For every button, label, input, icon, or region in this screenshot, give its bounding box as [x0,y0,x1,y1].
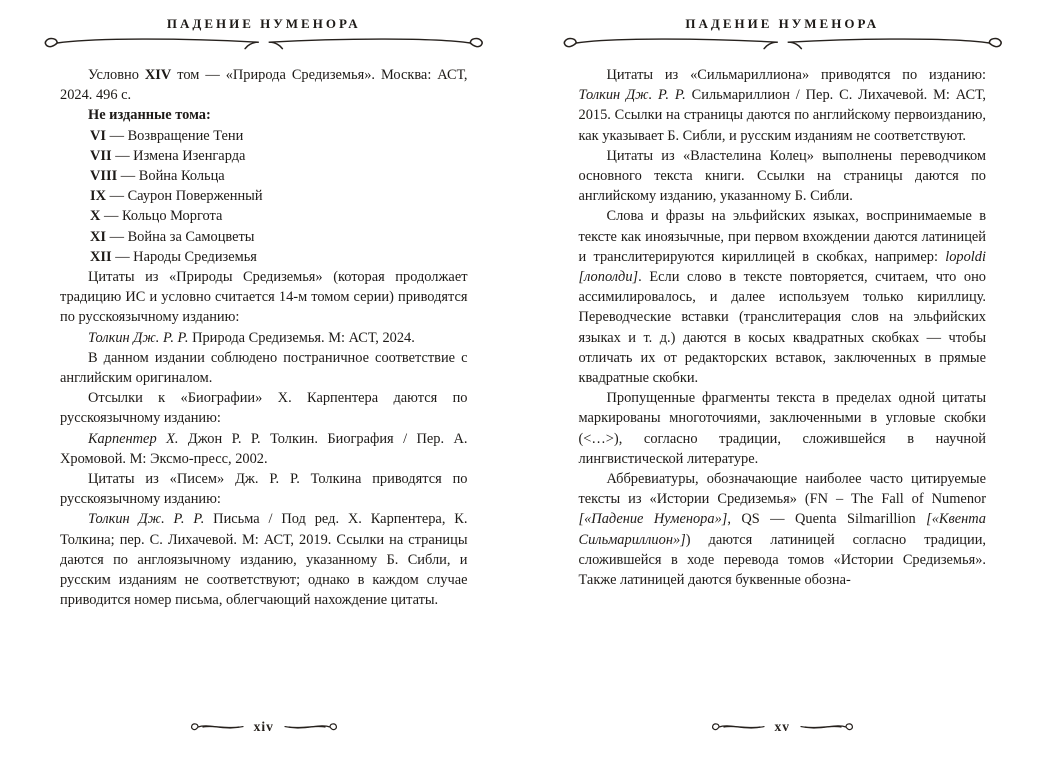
paragraph [60,328,468,348]
text-segment: , QS — Quenta Silmarillion [727,511,927,528]
text-segment: XI [90,228,106,245]
text-segment: Цитаты из «Сильмариллиона» приводятся по изданию: [606,67,986,83]
paragraph [579,65,987,146]
page-footer-left [60,719,468,735]
list-item [60,146,468,166]
text-segment: — Саурон Поверженный [106,188,263,205]
text-segment: Толкин Дж. Р. Р. [88,511,205,528]
paragraph [579,388,987,469]
text-segment: Природа Средиземья. М: АСТ, 2024. [188,329,415,346]
header-flourish-divider-icon [38,35,490,52]
footer-flourish-left-icon [710,721,766,733]
paragraph [60,267,468,328]
text-segment: VII [90,147,112,164]
footer-flourish-right-icon [799,721,855,733]
text-segment: XII [90,248,112,265]
text-segment: . Если слово в тексте повторяется, считаем, что оно ассимилировалось, и далее используем только кириллицу. Переводческие вставки (транслитерация слов на эльфийских языках и т. д.) даются в косых квадратных скобках — чтобы отличать их от редакторских вставок, заключенных в прямые квадратные скобки. [578,269,986,387]
footer-flourish-right-icon [283,721,339,733]
text-segment: Цитаты из «Природы Средиземья» (которая продолжает традицию ИС и условно считается 14-м томом серии) приводятся по русскоязычному изданию: [60,269,468,326]
paragraph [579,206,987,388]
text-segment: Толкин Дж. Р. Р. [578,87,686,104]
text-segment: Слова и фразы на эльфийских языках, воспринимаемые в тексте как иноязычные, при первом вхождении даются латиницей и транслитерируются кириллицей в скобках, например: [578,208,986,265]
list-item [60,206,468,226]
paragraph [60,429,468,469]
paragraph [60,509,468,610]
running-title: ПАДЕНИЕ НУМЕНОРА [685,16,880,31]
running-title: ПАДЕНИЕ НУМЕНОРА [166,16,361,31]
page-body-right [579,65,987,590]
page-footer-right [579,719,987,735]
text-segment: — Кольцо Моргота [100,208,223,225]
text-segment: X [90,208,101,225]
text-segment: Условно [88,67,145,83]
text-segment: — Измена Изенгарда [111,147,246,164]
text-segment: — Народы Средиземья [111,248,257,265]
paragraph [60,469,468,509]
text-segment: Аббревиатуры, обозначающие наиболее часто цитируемые тексты из «Истории Средиземья» (FN – The Fall of Numenor [578,471,986,508]
list-item [60,227,468,247]
list-item [60,166,468,186]
text-segment: XIV [144,67,172,83]
paragraph [579,469,987,590]
text-segment: Сильмариллион / Пер. С. Лихачевой. М: АСТ, 2015. Ссылки на страницы даются по английскому первоизданию, как указывает Б. Сибли, и русским изданиям не соответствуют. [578,87,986,144]
text-segment: VIII [90,168,118,185]
text-segment: Письма / Под ред. Х. Карпентера, К. Толкина; пер. С. Лихачевой. М: АСТ, 2019. Ссылки на страницы даются по англоязычному изданию, указанному Б. Сибли, и русским изданиям не соответствуют; однако в каждом случае приводится номер письма, облегчающий нахождение цитаты. [60,511,468,609]
text-segment: В данном издании соблюдено постраничное соответствие с английским оригиналом. [60,349,468,387]
text-segment: том — «Природа Средиземья». Москва: АСТ, 2024. 496 с. [60,67,468,104]
paragraph [60,65,468,105]
header-flourish-divider-icon [557,35,1009,52]
page-number: xv [774,719,790,734]
text-segment: [«Квента Сильмариллион»] [578,511,986,548]
text-segment: — Война Кольца [117,168,225,185]
page-body-left [60,65,468,610]
paragraph [579,146,987,207]
text-segment: VI [90,127,106,144]
list-item [60,247,468,267]
footer-flourish-left-icon [189,721,245,733]
text-segment: Джон Р. Р. Толкин. Биография / Пер. А. Хромовой. М: Эксмо-пресс, 2002. [60,430,468,467]
text-segment: Цитаты из «Писем» Дж. Р. Р. Толкина приводятся по русскоязычному изданию: [60,471,468,508]
paragraph [60,388,468,428]
paragraph [60,105,468,125]
text-segment: Толкин Дж. Р. Р. [88,329,189,346]
list-item [60,126,468,146]
text-segment: — Возвращение Тени [106,127,244,144]
list-item [60,186,468,206]
text-segment: IX [90,188,106,205]
text-segment: [«Падение Нуменора»] [578,511,728,528]
text-segment: — Война за Самоцветы [106,228,255,245]
text-segment: Не изданные тома: [88,107,211,124]
page-number: xiv [253,719,274,734]
text-segment: lopoldi [лополди] [578,248,986,286]
text-segment: Пропущенные фрагменты текста в пределах одной цитаты маркированы многоточиями, заключенными в угловые скобки (<…>), согласно традиции, сложившейся в научной лингвистической литературе. [578,390,986,467]
text-segment: Карпентер Х. [88,430,179,447]
text-segment: Отсылки к «Биографии» Х. Карпентера даются по русскоязычному изданию: [60,390,468,427]
text-segment: Цитаты из «Властелина Колец» выполнены переводчиком основного текста книги. Ссылки на страницы даются по английскому изданию, указанному Б. Сибли. [578,147,986,205]
text-segment: ) даются латиницей согласно традиции, сложившейся в ходе перевода томов «Истории Средиземья». Также латиницей даются буквенные обозна- [578,531,986,589]
page-right [519,0,1037,771]
paragraph [60,348,468,388]
